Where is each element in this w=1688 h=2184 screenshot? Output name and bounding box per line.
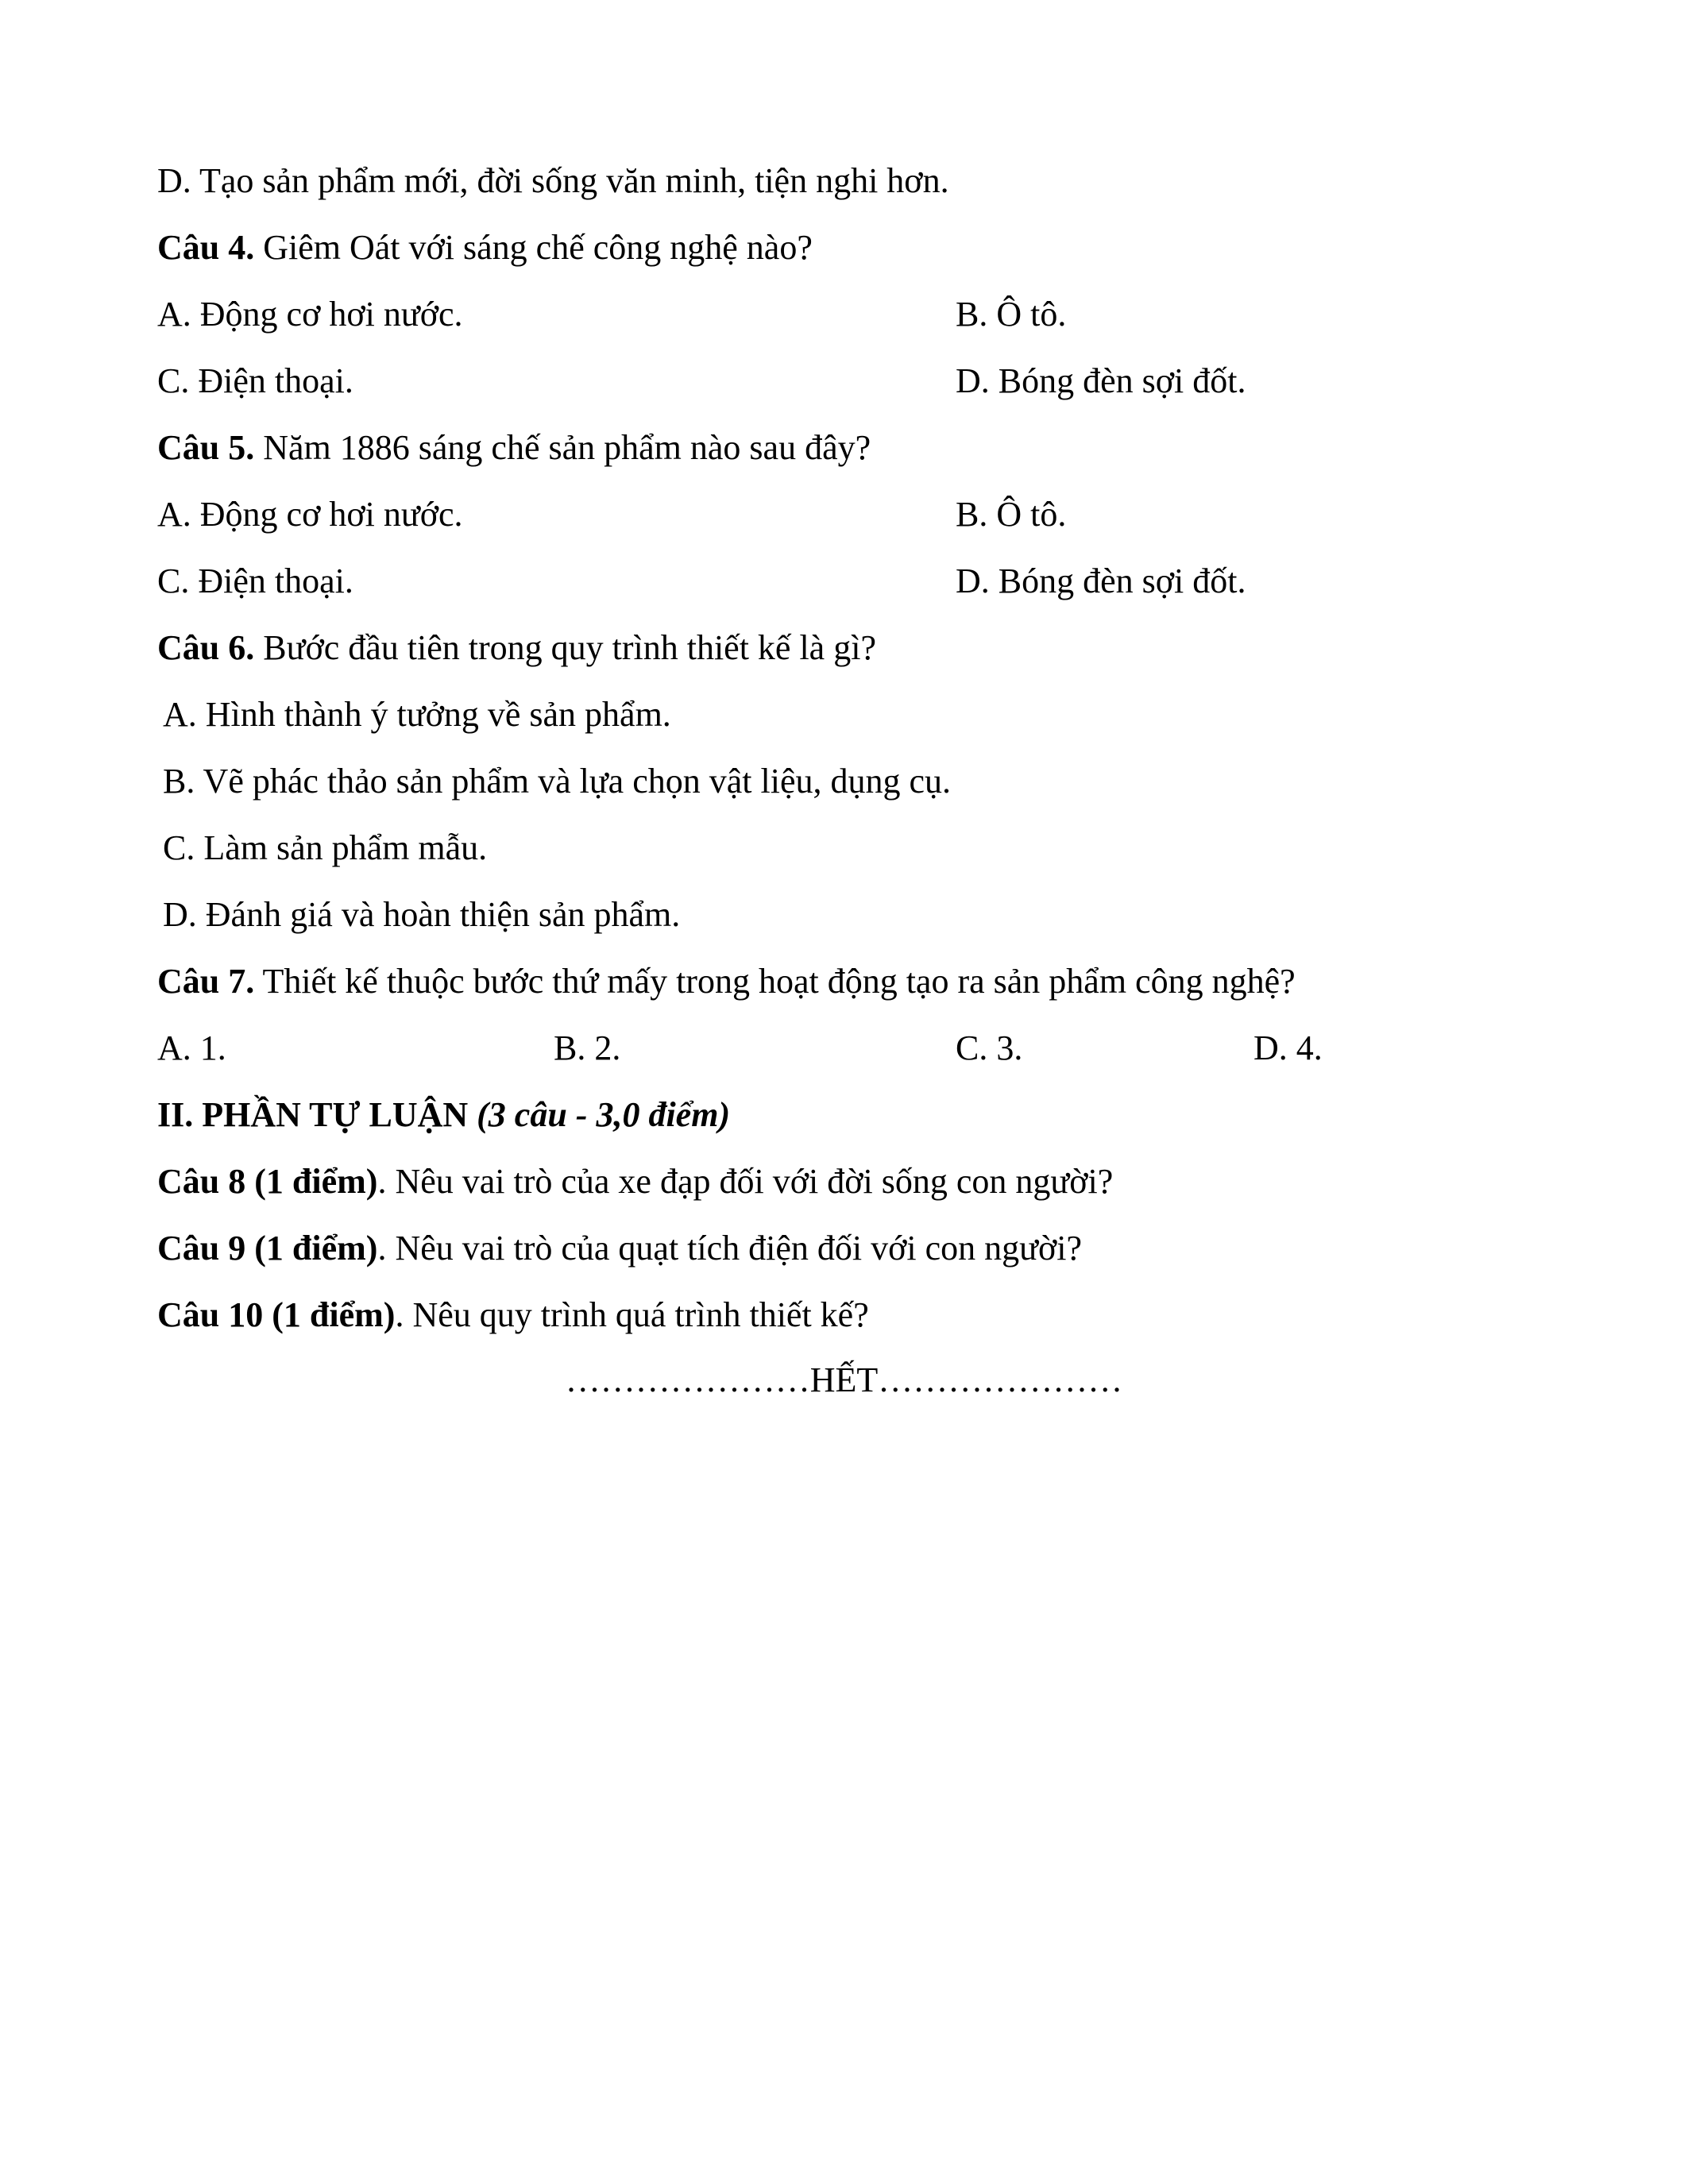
q7-option-a: A. 1. [157,1028,226,1067]
q6-label: Câu 6. [157,628,255,667]
q7-option-b: B. 2. [554,1028,621,1067]
q4-option-b: B. Ô tô. [956,295,1067,334]
q10-text: . Nêu quy trình quá trình thiết kế? [395,1295,869,1334]
end-marker: …………………HẾT………………… [565,1360,1123,1399]
q3-option-d: D. Tạo sản phẩm mới, đời sống văn minh, tiện nghi hơn. [157,161,949,200]
q6-option-c: C. Làm sản phẩm mẫu. [163,828,488,867]
q9-question [157,1226,1082,1271]
q6-text: Bước đầu tiên trong quy trình thiết kế là gì? [254,628,876,667]
section-title: II. PHẦN TỰ LUẬN [157,1095,477,1134]
q10-question [157,1293,869,1337]
section-heading [157,1093,730,1137]
q6-option-b: B. Vẽ phác thảo sản phẩm và lựa chọn vật liệu, dụng cụ. [163,762,951,801]
q7-option-c: C. 3. [956,1028,1023,1067]
q9-text: . Nêu vai trò của quạt tích điện đối với con người? [377,1229,1083,1268]
q4-label: Câu 4. [157,228,255,267]
q4-option-c: C. Điện thoại. [157,361,353,400]
q4-option-d: D. Bóng đèn sợi đốt. [956,361,1246,400]
section-subtitle: (3 câu - 3,0 điểm) [477,1095,731,1134]
q4-text: Giêm Oát với sáng chế công nghệ nào? [254,228,813,267]
q6-option-d: D. Đánh giá và hoàn thiện sản phẩm. [163,895,681,934]
q8-text: . Nêu vai trò của xe đạp đối với đời sống con người? [377,1162,1114,1201]
q5-question [157,426,871,470]
q5-option-b: B. Ô tô. [956,495,1067,534]
q7-option-d: D. 4. [1253,1028,1323,1067]
q5-option-c: C. Điện thoại. [157,561,353,600]
q6-question [157,626,876,670]
q5-option-d: D. Bóng đèn sợi đốt. [956,561,1246,600]
q4-question [157,226,813,270]
q10-label: Câu 10 (1 điểm) [157,1295,396,1334]
q7-label: Câu 7. [157,962,255,1001]
q8-question [157,1160,1113,1204]
q7-text: Thiết kế thuộc bước thứ mấy trong hoạt động tạo ra sản phẩm công nghệ? [254,962,1296,1001]
q4-option-a: A. Động cơ hơi nước. [157,295,463,334]
q5-text: Năm 1886 sáng chế sản phẩm nào sau đây? [254,428,871,467]
q8-label: Câu 8 (1 điểm) [157,1162,378,1201]
q5-option-a: A. Động cơ hơi nước. [157,495,463,534]
q7-question [157,959,1296,1004]
q6-option-a: A. Hình thành ý tưởng về sản phẩm. [163,695,671,734]
q9-label: Câu 9 (1 điểm) [157,1229,378,1268]
q5-label: Câu 5. [157,428,255,467]
